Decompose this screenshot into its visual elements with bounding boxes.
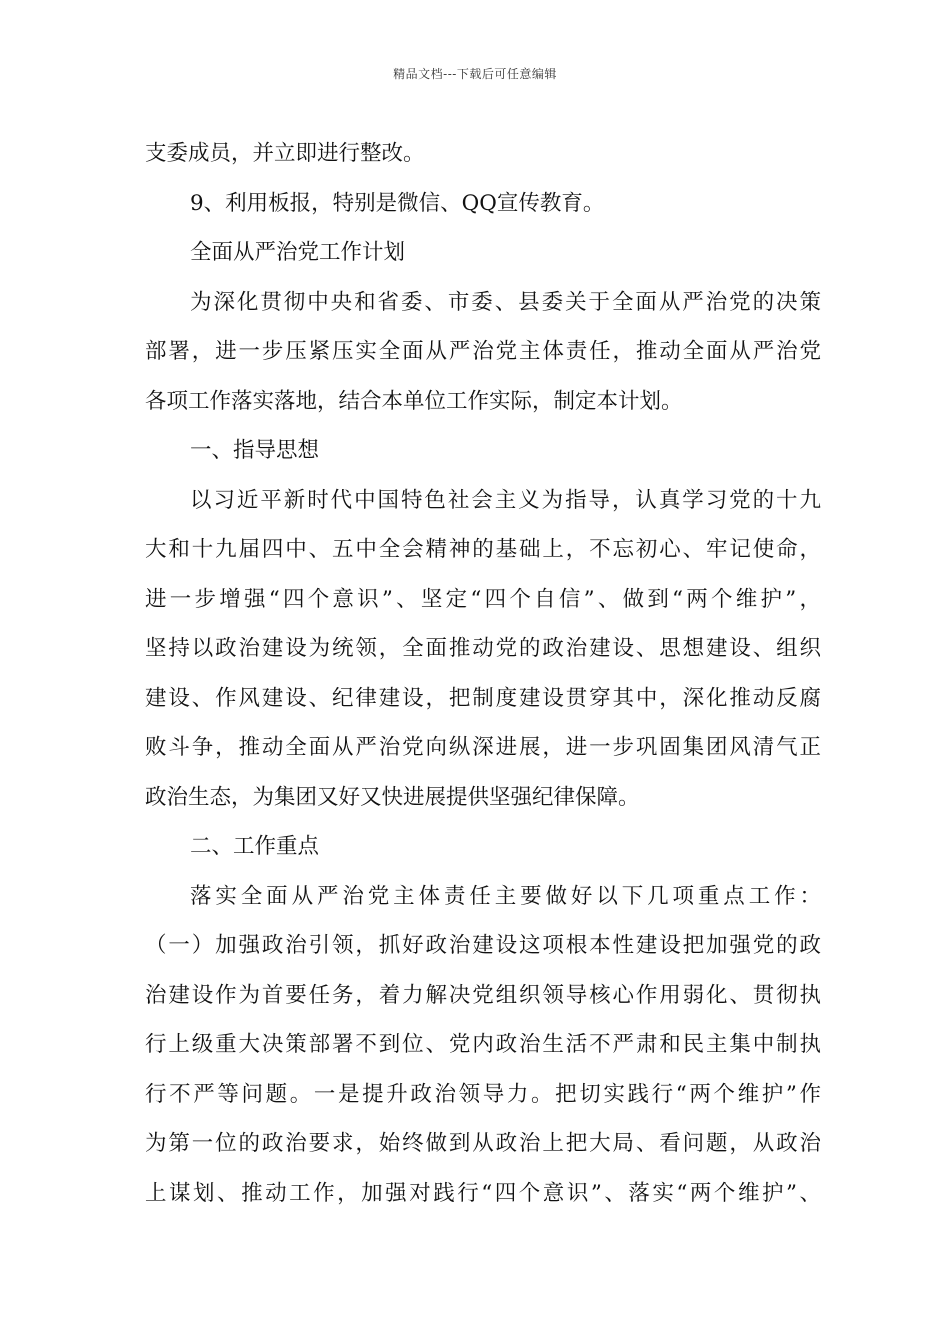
paragraph-line: （一）加强政治引领，抓好政治建设这项根本性建设把加强党的政 <box>145 933 821 958</box>
paragraph-line: 大和十九届四中、五中全会精神的基础上，不忘初心、牢记使命， <box>145 537 821 562</box>
paragraph-line: 行上级重大决策部署不到位、党内政治生活不严肃和民主集中制执 <box>145 1032 821 1057</box>
paragraph-line: 以习近平新时代中国特色社会主义为指导，认真学习党的十九 <box>190 487 821 513</box>
paragraph-line: 落实全面从严治党主体责任主要做好以下几项重点工作： <box>190 883 821 909</box>
section-heading: 二、工作重点 <box>190 834 320 859</box>
paragraph-line: 为第一位的政治要求，始终做到从政治上把大局、看问题，从政治 <box>145 1131 821 1156</box>
paragraph-line: 政治生态，为集团又好又快进展提供坚强纪律保障。 <box>145 784 640 810</box>
document-body <box>145 129 825 1218</box>
paragraph-line: 支委成员，并立即进行整改。 <box>145 141 425 166</box>
paragraph-line: 建设、作风建设、纪律建设，把制度建设贯穿其中，深化推动反腐 <box>145 685 821 711</box>
paragraph-line: 部署，进一步压紧压实全面从严治党主体责任，推动全面从严治党 <box>145 339 821 364</box>
paragraph-line: 为深化贯彻中央和省委、市委、县委关于全面从严治党的决策 <box>190 289 821 315</box>
list-item: 9、利用板报，特别是微信、QQ宣传教育。 <box>190 190 605 216</box>
section-title: 全面从严治党工作计划 <box>190 240 406 265</box>
paragraph-line: 坚持以政治建设为统领，全面推动党的政治建设、思想建设、组织 <box>145 636 821 661</box>
page-header: 精品文档---下载后可任意编辑 <box>393 67 557 81</box>
paragraph-line: 治建设作为首要任务，着力解决党组织领导核心作用弱化、贯彻执 <box>145 982 821 1008</box>
paragraph-line: 进一步增强“四个意识”、坚定“四个自信”、做到“两个维护”， <box>145 586 821 612</box>
section-heading: 一、指导思想 <box>190 438 320 463</box>
paragraph-line: 各项工作落实落地，结合本单位工作实际，制定本计划。 <box>145 388 683 414</box>
paragraph-line: 行不严等问题。一是提升政治领导力。把切实践行“两个维护”作 <box>145 1081 821 1107</box>
paragraph-line: 败斗争，推动全面从严治党向纵深进展，进一步巩固集团风清气正 <box>145 735 821 760</box>
paragraph-line: 上谋划、推动工作，加强对践行“四个意识”、落实“两个维护”、 <box>145 1180 821 1206</box>
